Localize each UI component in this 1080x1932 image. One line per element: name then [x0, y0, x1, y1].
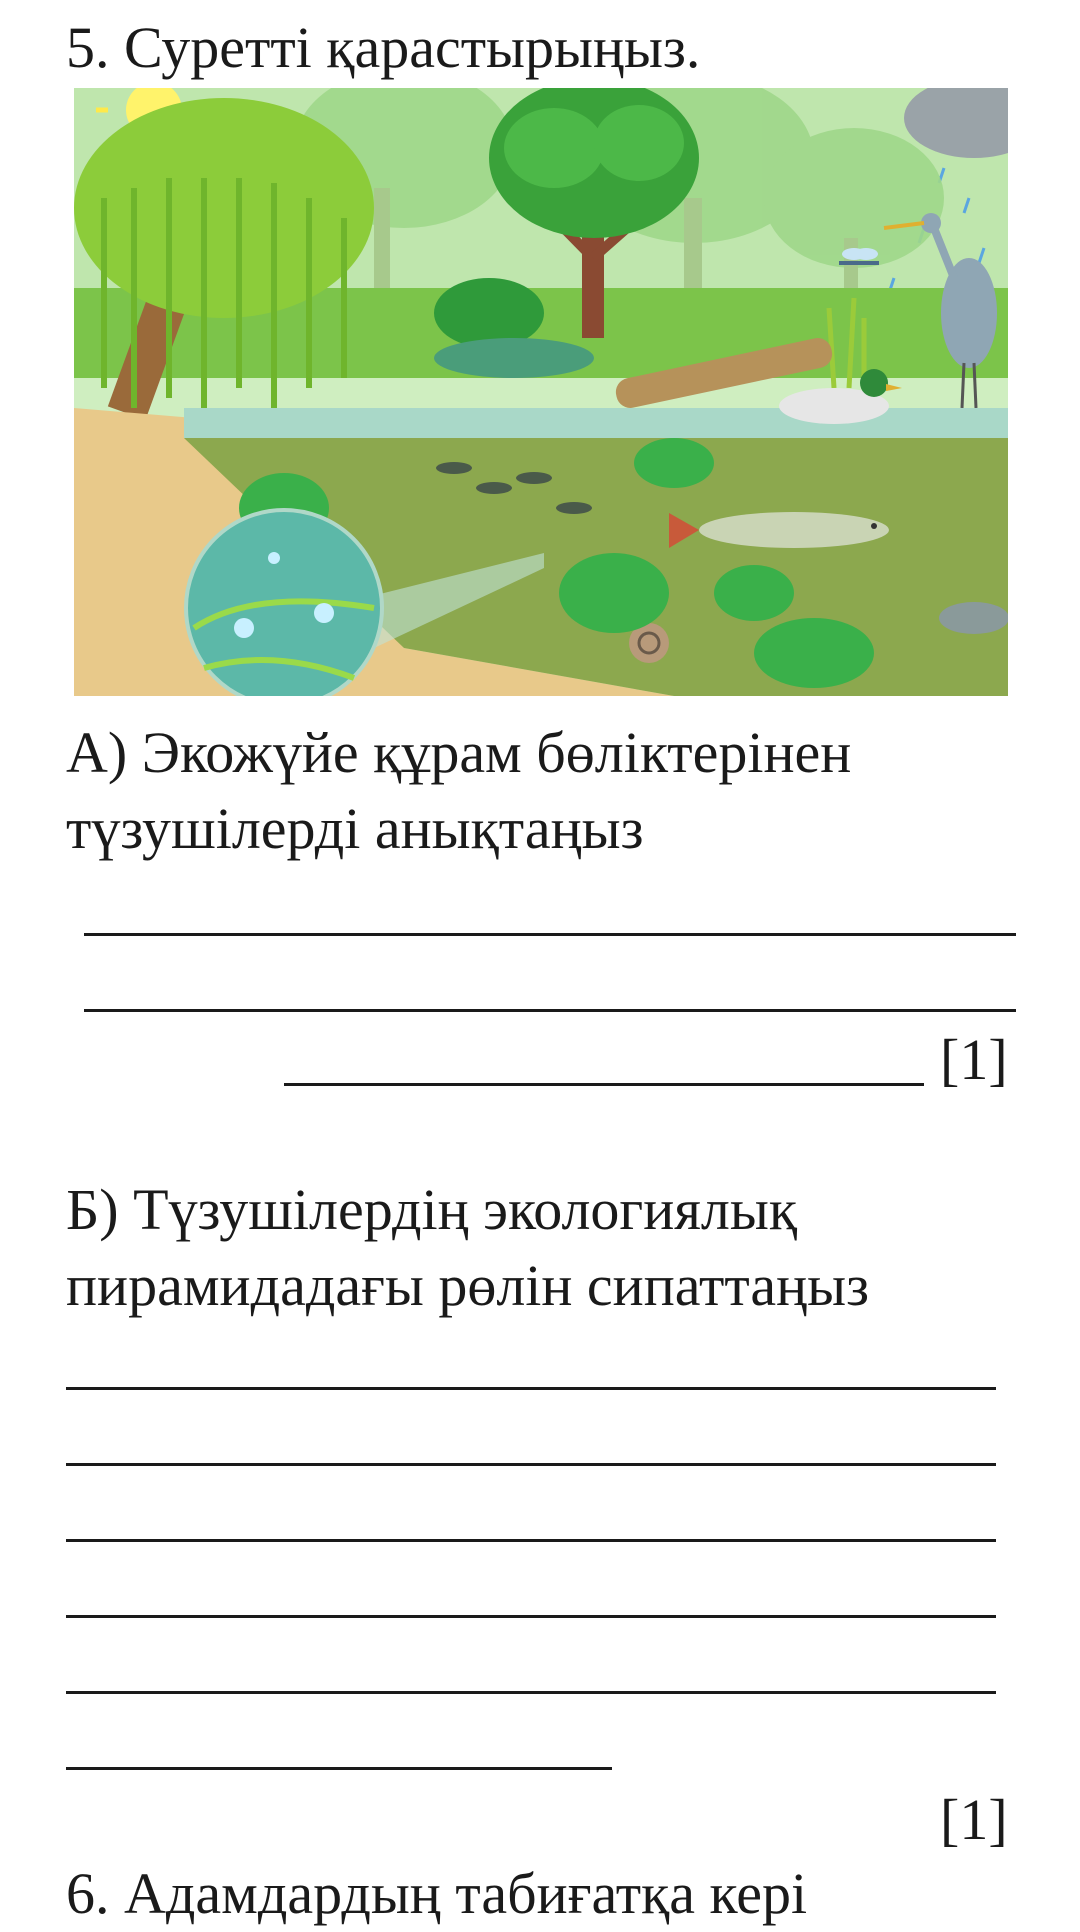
answer-line[interactable] — [66, 1691, 996, 1694]
answer-line[interactable] — [66, 1539, 996, 1542]
question-6-title: 6. Адамдардың табиғатқа кері — [66, 1861, 808, 1926]
fish-icon — [939, 602, 1008, 634]
bush-icon — [434, 278, 544, 348]
part-b-prompt-line-2: пирамидадағы рөлін сипаттаңыз — [66, 1253, 870, 1318]
pond-ecosystem-illustration — [74, 88, 1008, 696]
answer-line[interactable] — [84, 933, 1016, 936]
answer-line[interactable] — [66, 1463, 996, 1466]
part-a-prompt-line-2: түзушілерді анықтаңыз — [66, 796, 644, 861]
answer-line[interactable] — [66, 1767, 612, 1770]
answer-line[interactable] — [66, 1615, 996, 1618]
part-b-prompt-line-1: Б) Түзушілердің экологиялық — [66, 1177, 798, 1242]
part-b-score: [1] — [940, 1787, 1008, 1852]
question-5-title: 5. Суретті қарастырыңыз. — [66, 15, 701, 80]
part-a-prompt-line-1: А) Экожүйе құрам бөліктерінен — [66, 720, 852, 785]
answer-line[interactable] — [66, 1387, 996, 1390]
answer-line[interactable] — [84, 1009, 1016, 1012]
part-a-score: [1] — [940, 1027, 1008, 1092]
answer-line[interactable] — [284, 1083, 924, 1086]
plankton-magnifier-icon — [186, 510, 382, 696]
